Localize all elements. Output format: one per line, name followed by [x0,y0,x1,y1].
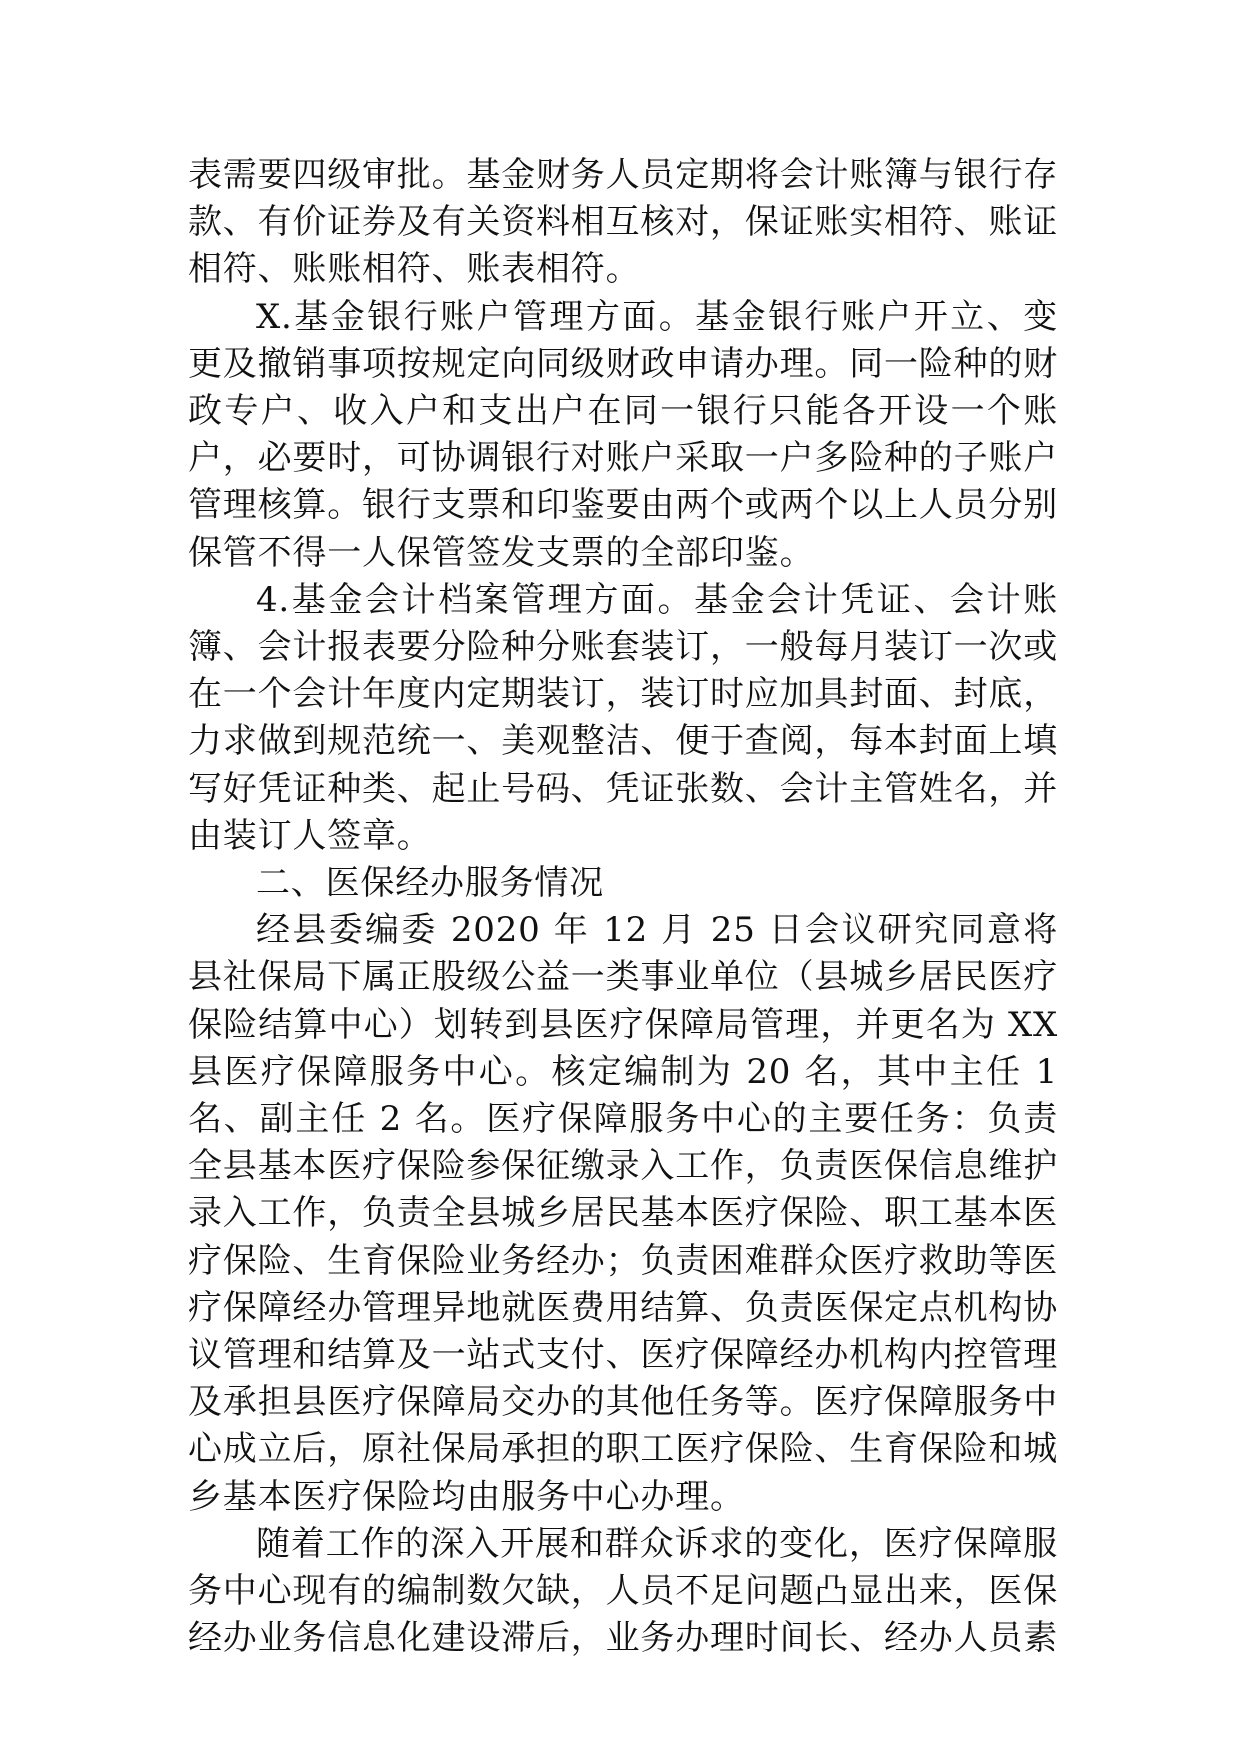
paragraph-1: 表需要四级审批。基金财务人员定期将会计账簿与银行存款、有价证券及有关资料相互核对，保证账实相符、账证相符、账账相符、账表相符。 [188,155,1058,290]
paragraph-4: 经县委编委 2020 年 12 月 25 日会议研究同意将县社保局下属正股级公益一类事业单位（县城乡居民医疗保险结算中心）划转到县医疗保障局管理，并更名为 XX 县医疗保障服务中心。核定编制为 20 名，其中主任 1 名、副主任 2 名。医疗保障服务中心的主要任务：负责全县基本医疗保险参保征缴录入工作，负责医保信息维护录入工作，负责全县城乡居民基本医疗保险、职工基本医疗保险、生育保险业务经办；负责困难群众医疗救助等医疗保障经办管理异地就医费用结算、负责医保定点机构协议管理和结算及一站式支付、医疗保障经办机构内控管理及承担县医疗保障局交办的其他任务等。医疗保障服务中心成立后，原社保局承担的职工医疗保险、生育保险和城乡基本医疗保险均由服务中心办理。 [188,910,1058,1517]
paragraph-5: 随着工作的深入开展和群众诉求的变化，医疗保障服务中心现有的编制数欠缺，人员不足问题凸显出来，医保经办业务信息化建设滞后，业务办理时间长、经办人员素 [188,1523,1058,1659]
paragraph-2: X.基金银行账户管理方面。基金银行账户开立、变更及撤销事项按规定向同级财政申请办理。同一险种的财政专户、收入户和支出户在同一银行只能各开设一个账户，必要时，可协调银行对账户采取一户多险种的子账户管理核算。银行支票和印鉴要由两个或两个以上人员分别保管不得一人保管签发支票的全部印鉴。 [188,296,1058,573]
paragraph-3: 4.基金会计档案管理方面。基金会计凭证、会计账簿、会计报表要分险种分账套装订，一般每月装订一次或在一个会计年度内定期装订，装订时应加具封面、封底，力求做到规范统一、美观整洁、便于查阅，每本封面上填写好凭证种类、起止号码、凭证张数、会计主管姓名，并由装订人签章。 [188,579,1058,856]
document-page [188,152,1058,1663]
section-heading: 二、医保经办服务情况 [256,863,604,904]
